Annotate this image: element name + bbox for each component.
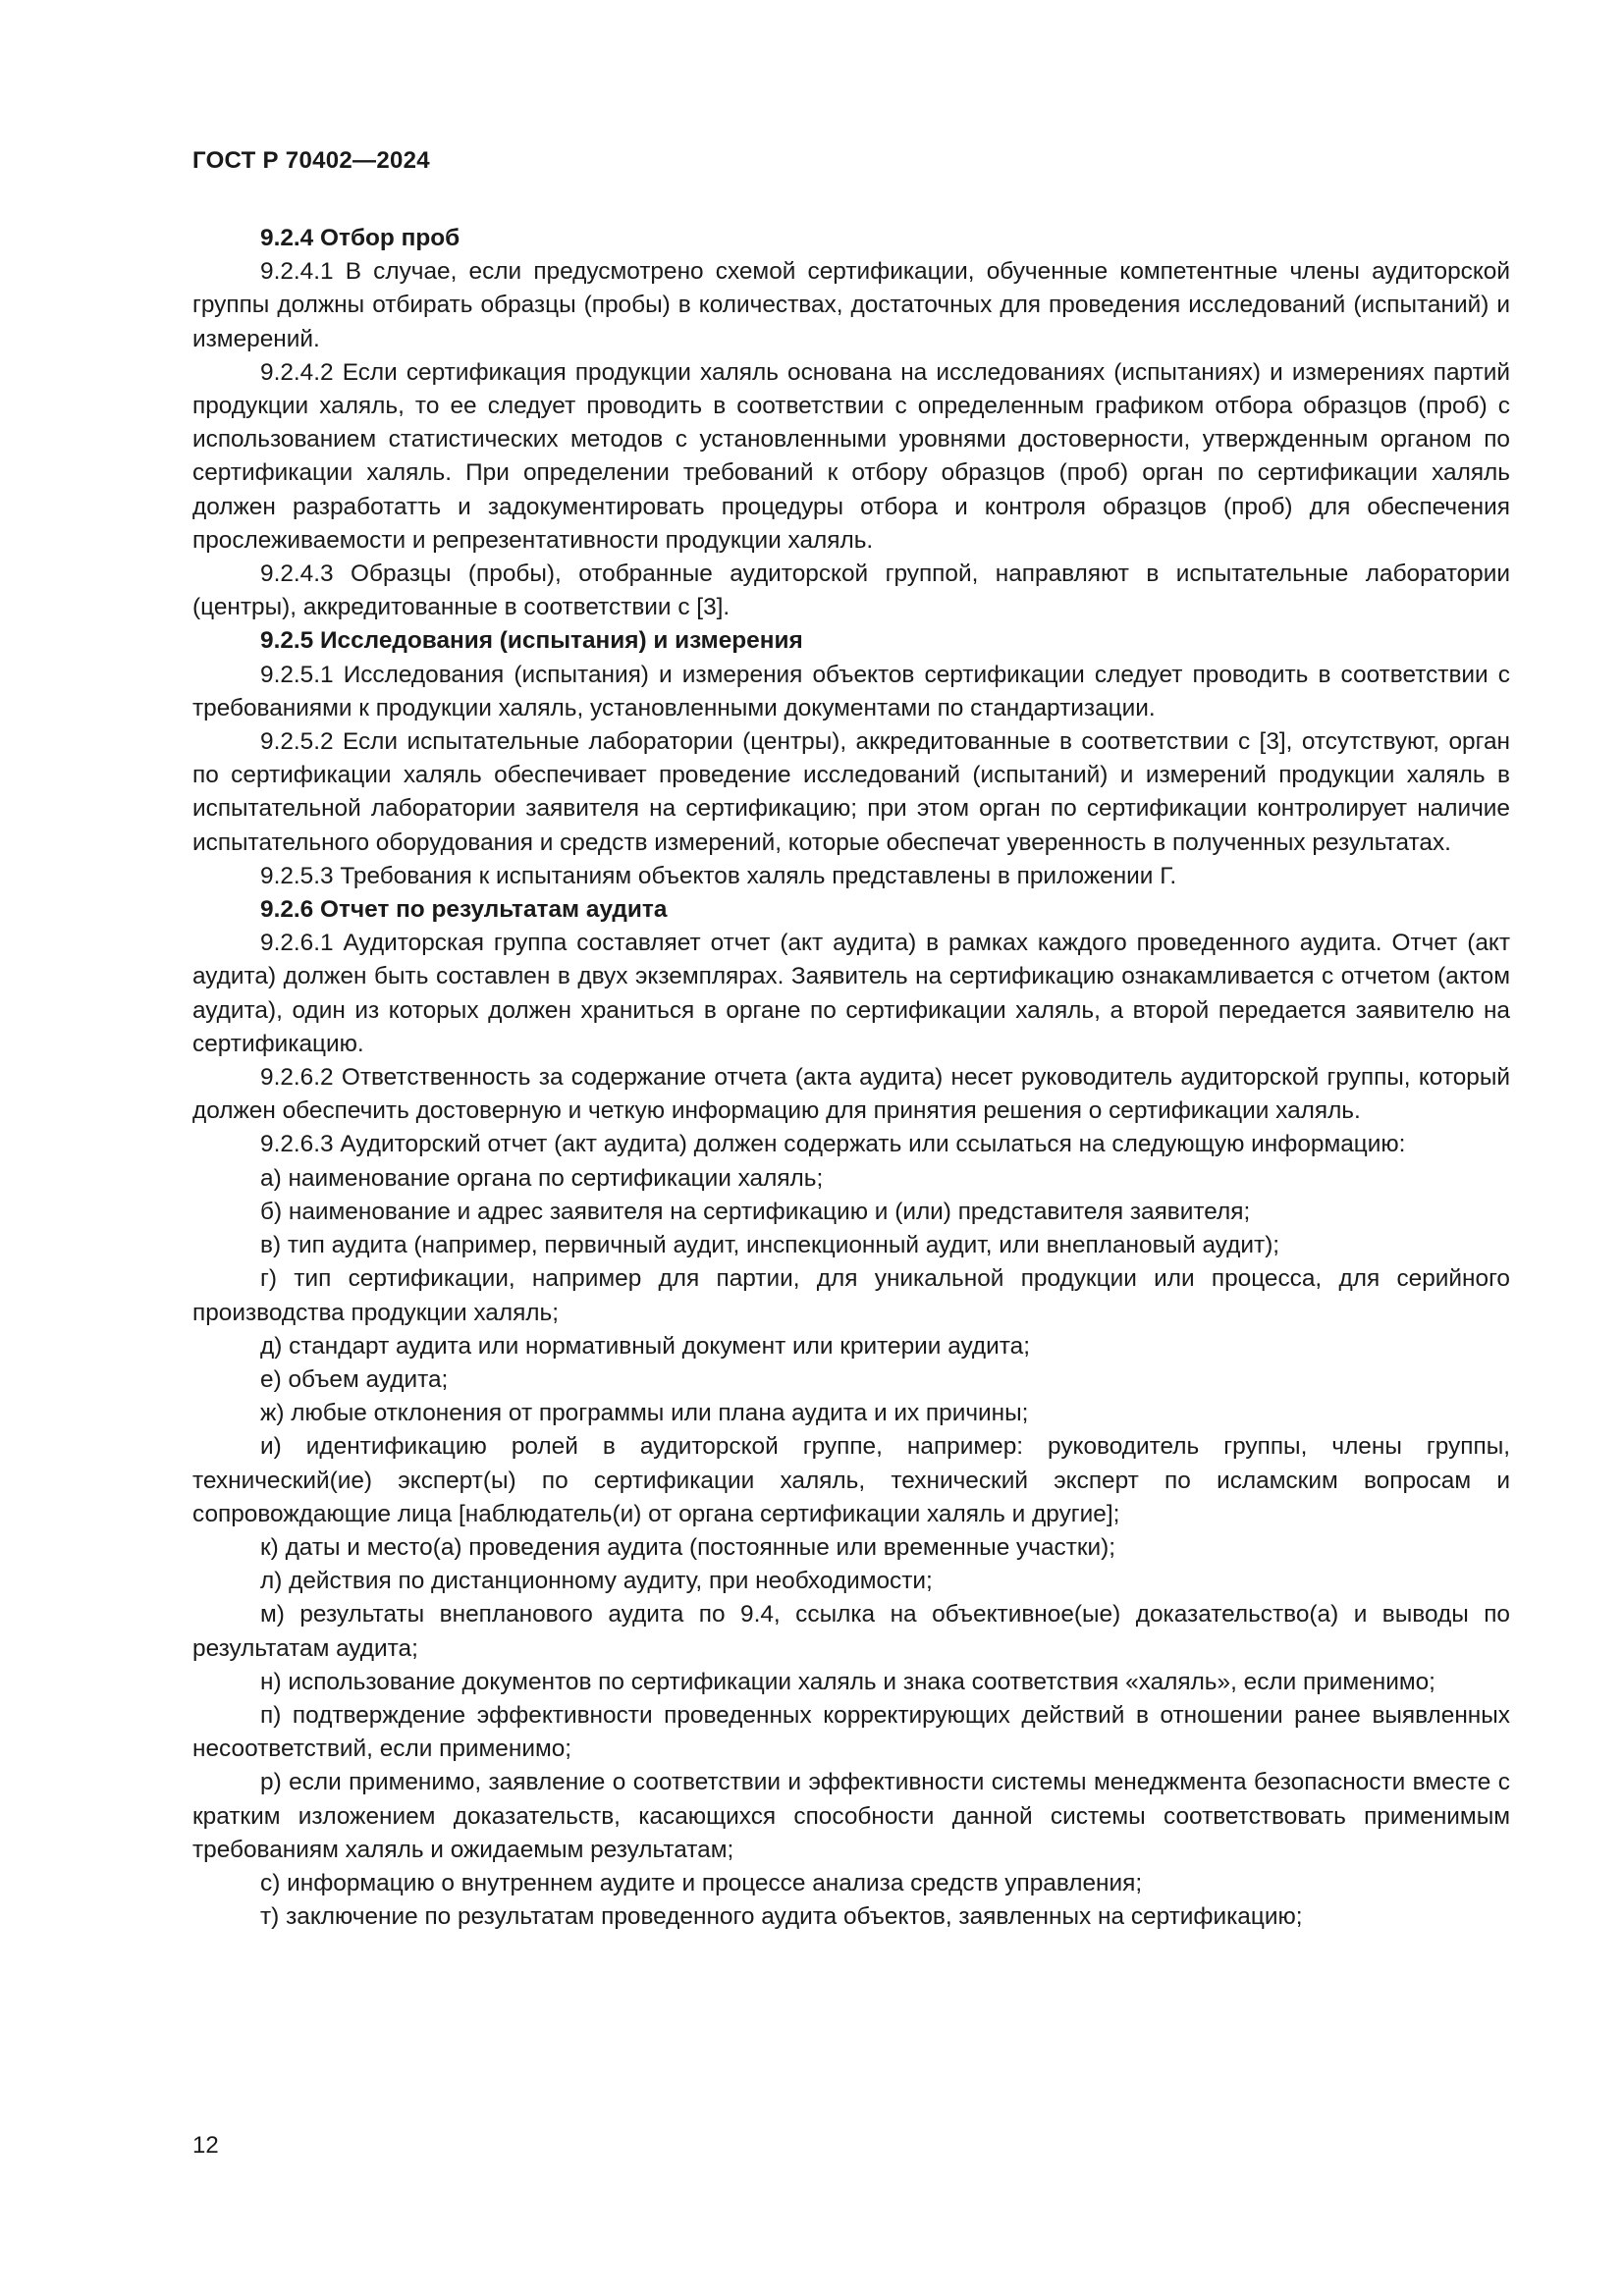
- paragraph-9-2-4-3: 9.2.4.3 Образцы (пробы), отобранные аудиторской группой, направляют в испытательные лаборатории (центры), аккредитованные в соответствии с [3].: [192, 561, 1510, 621]
- list-item-m: м) результаты внепланового аудита по 9.4, ссылка на объективное(ые) доказательство(а) и выводы по результатам аудита;: [192, 1601, 1510, 1662]
- section-heading-9-2-5: 9.2.5 Исследования (испытания) и измерения: [260, 627, 803, 655]
- list-item-r: р) если применимо, заявление о соответствии и эффективности системы менеджмента безопасности вместе с кратким изложением доказательств, касающихся способности данной системы соответствовать применимым требованиям халяль и ожидаемым результатам;: [192, 1769, 1510, 1863]
- list-item-i: и) идентификацию ролей в аудиторской группе, например: руководитель группы, члены группы, технический(ие) эксперт(ы) по сертификации халяль, технический эксперт по исламским вопросам и сопровождающие лица [наблюдатель(и) от органа сертификации халяль и другие];: [192, 1433, 1510, 1527]
- paragraph-9-2-4-2: 9.2.4.2 Если сертификация продукции халяль основана на исследованиях (испытаниях) и измерениях партий продукции халяль, то ее следует проводить в соответствии с определенным графиком отбора образцов (проб) с использованием статистических методов с установленными уровнями достоверности, утвержденным органом по сертификации халяль. При определении требований к отбору образцов (проб) орган по сертификации халяль должен разработатть и задокументировать процедуры отбора и контроля образцов (проб) для обеспечения прослеживаемости и репрезентативности продукции халяль.: [192, 358, 1510, 554]
- paragraph-9-2-5-3: 9.2.5.3 Требования к испытаниям объектов халяль представлены в приложении Г.: [260, 862, 1177, 889]
- list-item-a: а) наименование органа по сертификации халяль;: [260, 1164, 824, 1192]
- section-heading-9-2-6: 9.2.6 Отчет по результатам аудита: [260, 896, 668, 924]
- list-item-t: т) заключение по результатам проведенного аудита объектов, заявленных на сертификацию;: [260, 1903, 1303, 1931]
- page-number: 12: [192, 2132, 219, 2159]
- list-item-zh: ж) любые отклонения от программы или плана аудита и их причины;: [260, 1400, 1029, 1427]
- list-item-v: в) тип аудита (например, первичный аудит, инспекционный аудит, или внеплановый аудит);: [260, 1232, 1280, 1259]
- paragraph-9-2-6-1: 9.2.6.1 Аудиторская группа составляет отчет (акт аудита) в рамках каждого проведенного аудита. Отчет (акт аудита) должен быть составлен в двух экземплярах. Заявитель на сертификацию ознакамливается с отчетом (актом аудита), один из которых должен храниться в органе по сертификации халяль, а второй передается заявителю на сертификацию.: [192, 930, 1510, 1057]
- list-item-k: к) даты и место(а) проведения аудита (постоянные или временные участки);: [260, 1533, 1116, 1561]
- list-item-g: г) тип сертификации, например для партии, для уникальной продукции или процесса, для серийного производства продукции халяль;: [192, 1265, 1510, 1326]
- section-heading-9-2-4: 9.2.4 Отбор проб: [260, 225, 460, 251]
- list-item-l: л) действия по дистанционному аудиту, при необходимости;: [260, 1568, 933, 1595]
- paragraph-9-2-6-2: 9.2.6.2 Ответственность за содержание отчета (акта аудита) несет руководитель аудиторской группы, который должен обеспечить достоверную и четкую информацию для принятия решения о сертификации халяль.: [192, 1064, 1510, 1125]
- list-item-s: с) информацию о внутреннем аудите и процессе анализа средств управления;: [260, 1869, 1143, 1896]
- list-item-b: б) наименование и адрес заявителя на сертификацию и (или) представителя заявителя;: [260, 1198, 1251, 1225]
- list-item-n: н) использование документов по сертификации халяль и знака соответствия «халяль», если применимо;: [260, 1668, 1435, 1695]
- list-item-p: п) подтверждение эффективности проведенных корректирующих действий в отношении ранее выявленных несоответствий, если применимо;: [192, 1701, 1510, 1763]
- list-item-e: е) объем аудита;: [260, 1365, 449, 1393]
- paragraph-9-2-4-1: 9.2.4.1 В случае, если предусмотрено схемой сертификации, обученные компетентные члены аудиторской группы должны отбирать образцы (пробы) в количествах, достаточных для проведения исследований (испытаний) и измерений.: [192, 258, 1510, 352]
- list-item-d: д) стандарт аудита или нормативный документ или критерии аудита;: [260, 1332, 1030, 1360]
- document-header: ГОСТ Р 70402—2024: [192, 147, 430, 174]
- paragraph-9-2-5-1: 9.2.5.1 Исследования (испытания) и измерения объектов сертификации следует проводить в соответствии с требованиями к продукции халяль, установленными документами по стандартизации.: [192, 661, 1510, 721]
- paragraph-9-2-5-2: 9.2.5.2 Если испытательные лаборатории (центры), аккредитованные в соответствии с [3], отсутствуют, орган по сертификации халяль обеспечивает проведение исследований (испытаний) и измерений продукции халяль в испытательной лаборатории заявителя на сертификацию; при этом орган по сертификации контролирует наличие испытательного оборудования и средств измерений, которые обеспечат уверенность в полученных результатах.: [192, 728, 1510, 856]
- paragraph-9-2-6-3: 9.2.6.3 Аудиторский отчет (акт аудита) должен содержать или ссылаться на следующую информацию:: [260, 1131, 1406, 1158]
- document-body: [192, 222, 1510, 1934]
